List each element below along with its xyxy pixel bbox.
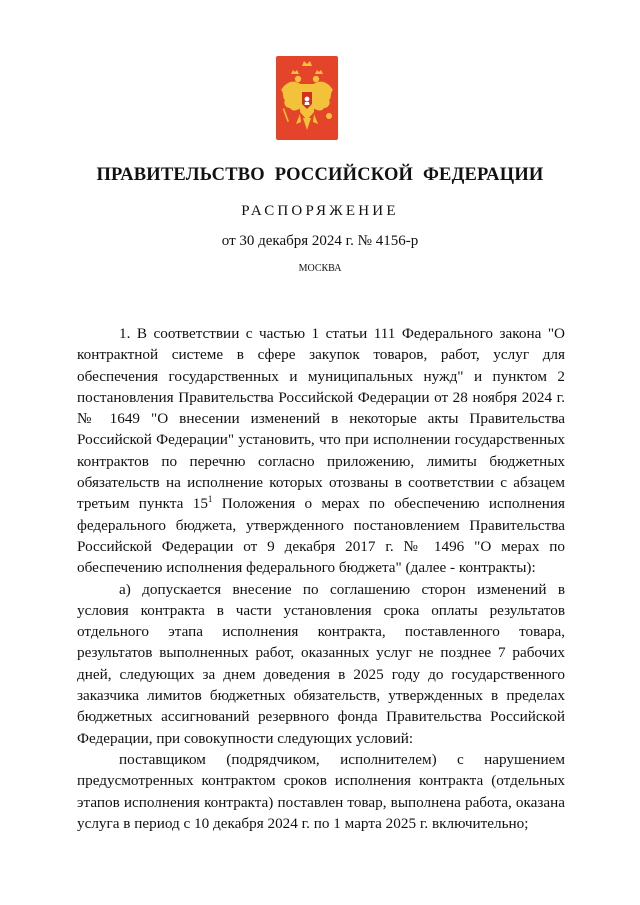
paragraph-2: а) допускается внесение по соглашению сторон изменений в условия контракта в части установления срока оплаты результатов отдельного этапа исполнения контракта, поставленного товара, результатов выполненных работ, оказанных услуг не позднее 7 рабочих дней, следующих за днем доведения в 2025 году до государственного заказчика лимитов бюджетных обязательств, утвержденных в пределах бюджетных ассигнований резервного фонда Правительства Российской Федерации, при совокупности следующих условий: — [77, 580, 565, 747]
document-date-number: от 30 декабря 2024 г. № 4156-р — [221, 233, 419, 249]
coat-of-arms-emblem — [276, 56, 338, 140]
document-city: МОСКВА — [298, 263, 342, 274]
paragraph-1 — [77, 323, 565, 579]
paragraph-3: поставщиком (подрядчиком, исполнителем) с нарушением предусмотренных контрактом сроков исполнения контракта (отдельных этапов исполнения контракта) поставлен товар, выполнена работа, оказана услуга в период с 10 декабря 2024 г. по 1 марта 2025 г. включительно; — [77, 750, 565, 832]
government-title: ПРАВИТЕЛЬСТВО РОССИЙСКОЙ ФЕДЕРАЦИИ — [96, 165, 544, 185]
footnote-superscript: 1 — [207, 494, 213, 505]
paragraph-1-text-end: Положения о мерах по обеспечению исполнения федерального бюджета, утвержденного постановлением Правительства Российской Федерации от 9 декабря 2017 г. № 1496 "О мерах по обеспечению исполнения федерального бюджета" (далее - контракты): — [77, 495, 565, 577]
document-body — [77, 323, 565, 834]
coat-of-arms-icon — [276, 56, 338, 140]
paragraph-1-text-start: 1. В соответствии с частью 1 статьи 111 Федерального закона "О контрактной системе в сфере закупок товаров, работ, услуг для обеспечения государственных и муниципальных нужд" и пунктом 2 постановления Правительства Российской Федерации от 28 ноября 2024 г. № 1649 "О внесении изменений в некоторые акты Правительства Российской Федерации" установить, что при исполнении государственных контрактов по перечню согласно приложению, лимиты бюджетных обязательств на исполнение которых отозваны в соответствии с абзацем третьим пункта 15 — [77, 325, 565, 513]
document-type: РАСПОРЯЖЕНИЕ — [241, 203, 399, 219]
